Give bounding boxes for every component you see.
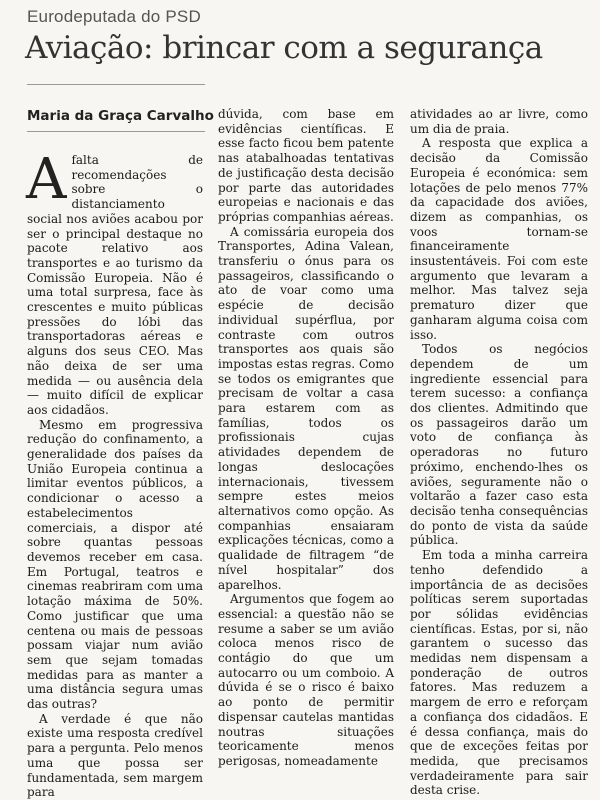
paragraph: dúvida, com base em evidências científicas. E esse facto ficou bem patente nas atabalhoadas tentativas de justificação desta decisão por parte das autoridades europeias e nacionais e das próprias companhias aéreas. [218, 107, 394, 224]
divider [27, 131, 205, 132]
paragraph: A resposta que explica a decisão da Comissão Europeia é económica: sem lotações de pelo menos 77% da capacidade dos aviões, dizem as companhias, os voos tornam-se financeiramente insustentáveis. Foi com este argumento que levaram a melhor. Mas talvez seja prematuro dizer que ganharam alguma coisa com isso. [410, 136, 588, 342]
article-column-3 [410, 107, 588, 798]
drop-cap: A [26, 147, 67, 212]
article-column-2 [218, 107, 394, 769]
article-column-1 [26, 147, 203, 800]
divider [27, 84, 205, 85]
paragraph: A verdade é que não existe uma resposta credível para a pergunta. Pelo menos uma que possa ser fundamentada, sem margem para [27, 711, 203, 800]
headline: Aviação: brincar com a segurança [25, 30, 543, 66]
paragraph: Em toda a minha carreira tenho defendido a importância de as decisões políticas serem suportadas por sólidas evidências científicas. Estas, por si, não garantem o sucesso das medidas nem dispensam a ponderação de outros fatores. Mas reduzem a margem de erro e reforçam a confiança dos cidadãos. E é dessa confiança, mais do que de exceções feitas por medida, que precisamos verdadeiramente para sair desta crise. [410, 548, 588, 798]
paragraph: Todos os negócios dependem de um ingrediente essencial para terem sucesso: a confiança dos clientes. Admitindo que os passageiros darão um voto de confiança às operadoras no futuro próximo, enchendo-lhes os aviões, seguramente não o voltarão a fazer caso esta decisão tenha consequências do ponto de vista da saúde pública. [410, 342, 588, 548]
byline: Maria da Graça Carvalho [27, 108, 214, 124]
paragraph: Argumentos que fogem ao essencial: a questão não se resume a saber se um avião coloca menos risco de contágio do que um autocarro ou um comboio. A dúvida é se o risco é baixo ao ponto de permitir dispensar cautelas mantidas noutras situações teoricamente menos perigosas, nomeadamente [218, 592, 394, 768]
paragraph: falta de recomendações sobre o distanciamento social nos aviões acabou por ser o principal destaque no pacote relativo aos transportes e ao turismo da Comissão Europeia. Não é uma total surpresa, face às crescentes e muito públicas pressões do lóbi das transportadoras aéreas e alguns dos seus CEO. Mas não deixa de ser uma medida — ou ausência dela — muito difícil de explicar aos cidadãos. [27, 153, 203, 417]
paragraph: Mesmo em progressiva redução do confinamento, a generalidade dos países da União Europeia continua a limitar eventos públicos, a condicionar o acesso a estabelecimentos comerciais, a dispor até sobre quantas pessoas devemos receber em casa. Em Portugal, teatros e cinemas reabriram com uma lotação máxima de 50%. Como justificar que uma centena ou mais de pessoas possam viajar num avião sem que sejam tomadas medidas para as manter a uma distância segura umas das outras? [27, 417, 203, 712]
paragraph: A comissária europeia dos Transportes, Adina Valean, transferiu o ónus para os passageiros, classificando o ato de voar como uma espécie de decisão individual supérflua, por contraste com outros transportes aos quais são impostas estas regras. Como se todos os emigrantes que precisam de voltar a casa para estarem com as famílias, todos os profissionais cujas atividades dependem de longas deslocações internacionais, tivessem sempre estes meios alternativos como opção. As companhias ensaiaram explicações técnicas, como a qualidade de filtragem “de nível hospitalar” dos aparelhos. [218, 224, 394, 592]
paragraph: atividades ao ar livre, como um dia de praia. [410, 107, 588, 136]
kicker: Eurodeputada do PSD [27, 7, 201, 26]
